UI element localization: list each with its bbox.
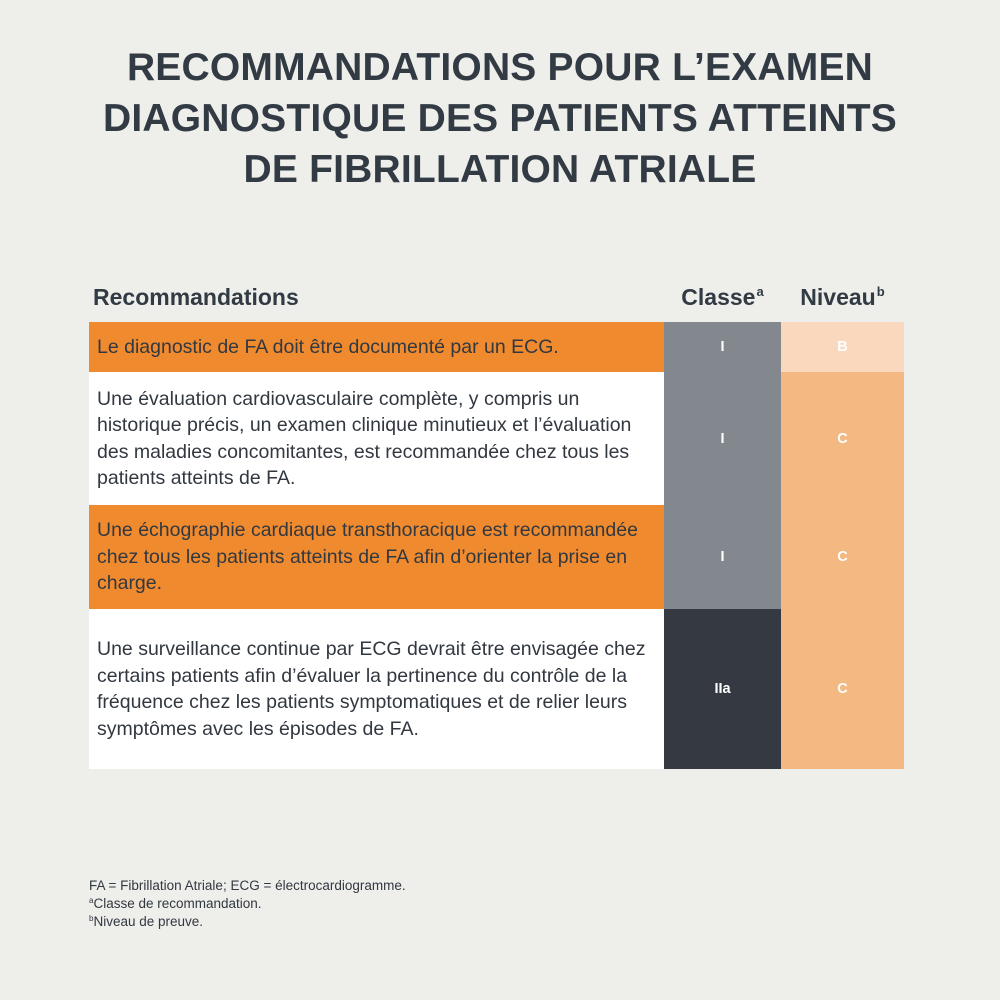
footnote-a-marker: a: [89, 896, 94, 905]
table-row: [89, 372, 904, 505]
footnotes: [89, 877, 406, 931]
footnote-a: [89, 895, 406, 913]
recommendation-text: Le diagnostic de FA doit être documenté par un ECG.: [89, 322, 664, 372]
header-recommendations-label: Recommandations: [93, 284, 299, 310]
title-line-1: RECOMMANDATIONS POUR L’EXAMEN: [126, 46, 874, 89]
recommendation-text: Une échographie cardiaque transthoracique est recommandée chez tous les patients atteints de FA afin d’orienter la prise en charge.: [89, 505, 664, 609]
title-line-2: DIAGNOSTIQUE DES PATIENTS ATTEINTS: [102, 97, 898, 140]
recommendations-table: [89, 322, 904, 769]
title-line-3: DE FIBRILLATION ATRIALE: [243, 148, 757, 191]
footnote-a-text: Classe de recommandation.: [93, 896, 262, 911]
header-class-label: Classe: [681, 284, 756, 310]
level-cell: B: [781, 322, 904, 372]
table-row: [89, 505, 904, 609]
level-cell: C: [781, 372, 904, 505]
table-row: [89, 322, 904, 372]
footnote-abbreviations: FA = Fibrillation Atriale; ECG = électrocardiogramme.: [89, 878, 406, 893]
class-cell: I: [664, 372, 781, 505]
header-level: [781, 282, 904, 312]
page-title: [40, 42, 960, 195]
level-cell: C: [781, 609, 904, 769]
footnote-b: [89, 913, 406, 931]
class-cell: I: [664, 505, 781, 609]
footnote-b-text: Niveau de preuve.: [93, 914, 204, 929]
footnote-b-marker: b: [89, 914, 94, 923]
header-class: [664, 282, 781, 312]
table-row: [89, 609, 904, 769]
recommendation-text: Une surveillance continue par ECG devrait être envisagée chez certains patients afin d’évaluer la pertinence du contrôle de la fréquence chez les patients symptomatiques et de relier leurs symptômes avec les épisodes de FA.: [89, 609, 664, 769]
recommendation-text: Une évaluation cardiovasculaire complète, y compris un historique précis, un examen clinique minutieux et l’évaluation des maladies concomitantes, est recommandée chez tous les patients atteints de FA.: [89, 372, 664, 505]
header-level-label: Niveau: [800, 284, 876, 310]
header-class-superscript: a: [756, 284, 764, 299]
header-recommendations: [93, 282, 299, 312]
class-cell: IIa: [664, 609, 781, 769]
level-cell: C: [781, 505, 904, 609]
header-level-superscript: b: [876, 284, 885, 299]
class-cell: I: [664, 322, 781, 372]
